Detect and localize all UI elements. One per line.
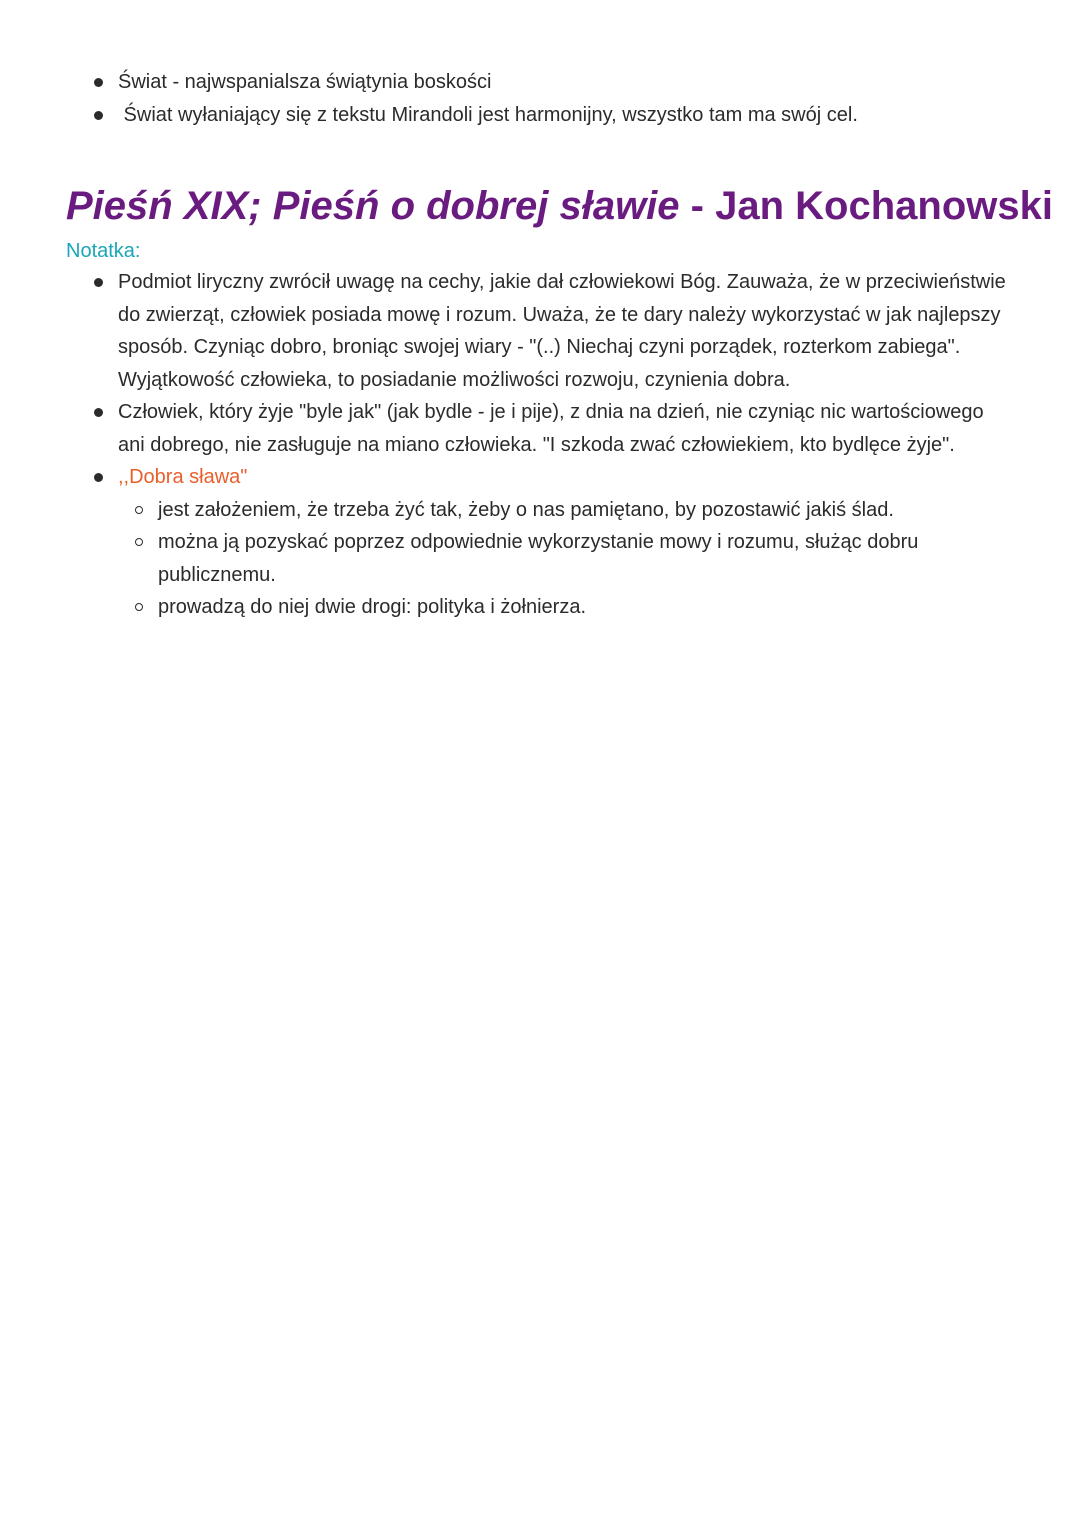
sub-list-item [134,494,1014,527]
bullet-icon [94,78,103,87]
bullet-icon [94,278,103,287]
bullet-icon [94,408,103,417]
sub-list-item [134,591,1014,624]
section-heading [66,178,1053,234]
list-item-text: Świat - najwspanialsza świątynia boskości [118,71,492,93]
heading-separator: - [679,184,716,228]
bullet-icon [94,473,103,482]
hollow-bullet-icon [135,506,143,514]
list-item [94,266,1014,396]
dobra-slawa-sublist [134,494,1014,624]
sub-list-item-text: jest założeniem, że trzeba żyć tak, żeby o nas pamiętano, by pozostawić jakiś ślad. [158,498,894,521]
poem-author: Jan Kochanowski [715,184,1053,228]
list-item [94,396,1014,461]
hollow-bullet-icon [135,603,143,611]
list-item [94,99,1034,132]
list-item-text: Świat wyłaniający się z tekstu Mirandoli jest harmonijny, wszystko tam ma swój cel. [118,104,858,126]
list-item-text: Podmiot liryczny zwrócił uwagę na cechy, jakie dał człowiekowi Bóg. Zauważa, że w przeciwieństwie do zwierząt, człowiek posiada mowę i rozum. Uważa, że te dary należy wykorzystać w jak najlepszy sposób. Czyniąc dobro, broniąc swojej wiary - "(..) Niechaj czyni porządek, rozterkom zabiega". Wyjątkowość człowieka, to posiadanie możliwości rozwoju, czynienia dobra. [118,271,1006,391]
poem-title: Pieśń XIX; Pieśń o dobrej sławie [66,184,680,228]
list-item-dobra-slawa [94,461,1014,624]
sub-list-item-text: prowadzą do niej dwie drogi: polityka i żołnierza. [158,596,587,618]
bullet-icon [94,111,103,120]
dobra-slawa-label: ,,Dobra sława" [118,466,248,488]
note-label: Notatka: [66,240,141,262]
list-item [94,66,1034,99]
top-bullet-list [94,66,1034,132]
list-item-text: Człowiek, który żyje "byle jak" (jak bydle - je i pije), z dnia na dzień, nie czyniąc nic wartościowego ani dobrego, nie zasługuje na miano człowieka. "I szkoda zwać człowiekiem, kto bydlęce żyje". [118,401,984,456]
sub-list-item-text: można ją pozyskać poprzez odpowiednie wykorzystanie mowy i rozumu, służąc dobru publicznemu. [158,531,919,586]
sub-list-item [134,526,1014,591]
hollow-bullet-icon [135,538,143,546]
note-bullet-list [94,266,1014,624]
